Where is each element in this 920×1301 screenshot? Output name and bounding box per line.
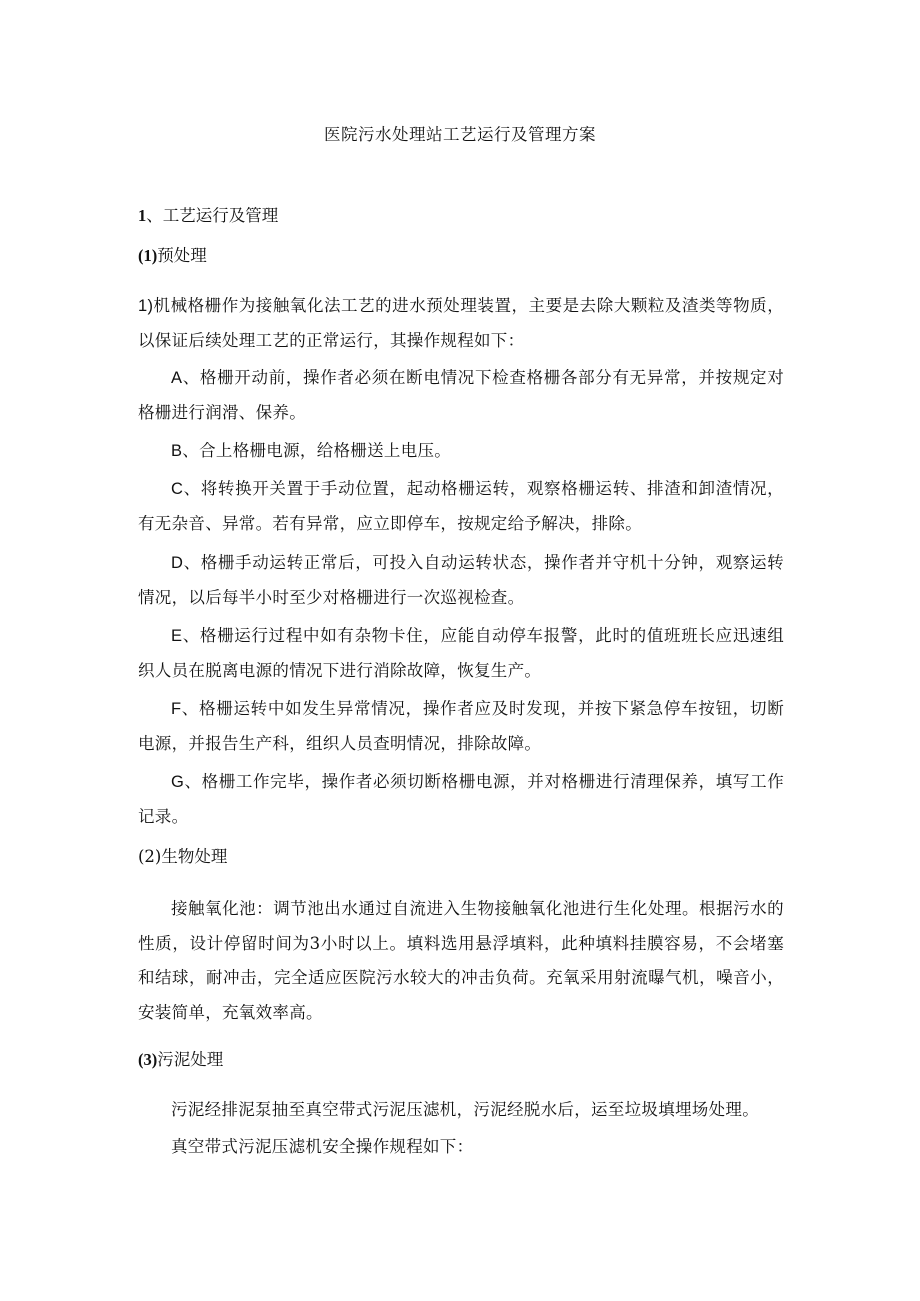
grille-step-b: B、合上格栅电源，给格栅送上电压。: [171, 441, 452, 460]
sludge-paragraph-1: 污泥经排泥泵抽至真空带式污泥压滤机，污泥经脱水后，运至垃圾填埋场处理。: [171, 1100, 759, 1119]
section-number: 1: [138, 206, 147, 225]
subsection-number: (3): [138, 1050, 158, 1069]
bio-treatment-paragraph: 接触氧化池：调节池出水通过自流进入生物接触氧化池进行生化处理。根据污水的性质，设计停留时间为3小时以上。填料选用悬浮填料，此种填料挂膜容易，不会堵塞和结球，耐冲击，完全适应医院污水较大的冲击负荷。充氧采用射流曝气机，噪音小，安装简单，充氧效率高。: [138, 899, 784, 1022]
subsection-title: 污泥处理: [157, 1050, 224, 1069]
section-heading-1: [138, 205, 278, 227]
grille-step-g: G、格栅工作完毕，操作者必须切断格栅电源，并对格栅进行清理保养，填写工作记录。: [138, 772, 785, 826]
subsection-heading-1: [138, 245, 207, 267]
grille-step-e: E、格栅运行过程中如有杂物卡住，应能自动停车报警，此时的值班班长应迅速组织人员在脱离电源的情况下进行消除故障，恢复生产。: [138, 626, 784, 680]
grille-step-f: F、格栅运转中如发生异常情况，操作者应及时发现，并按下紧急停车按钮，切断电源，并报告生产科，组织人员查明情况，排除故障。: [138, 699, 784, 753]
subsection-heading-2: (2)生物处理: [138, 847, 228, 866]
sludge-paragraph-2: 真空带式污泥压滤机安全操作规程如下：: [171, 1137, 474, 1156]
grille-step-d: D、格栅手动运转正常后，可投入自动运转状态，操作者并守机十分钟，观察运转情况，以后每半小时至少对格栅进行一次巡视检查。: [138, 553, 784, 607]
document-title: 医院污水处理站工艺运行及管理方案: [324, 125, 596, 144]
grille-intro-paragraph: 1)机械格栅作为接触氧化法工艺的进水预处理装置，主要是去除大颗粒及渣类等物质，以保证后续处理工艺的正常运行，其操作规程如下：: [138, 296, 784, 350]
section-title: 、工艺运行及管理: [146, 206, 279, 225]
grille-step-a: A、格栅开动前，操作者必须在断电情况下检查格栅各部分有无异常，并按规定对格栅进行润滑、保养。: [138, 368, 784, 422]
subsection-heading-3: [138, 1049, 223, 1071]
grille-step-c: C、将转换开关置于手动位置，起动格栅运转，观察格栅运转、排渣和卸渣情况，有无杂音、异常。若有异常，应立即停车，按规定给予解决，排除。: [138, 479, 784, 533]
subsection-title: 预处理: [157, 246, 207, 265]
subsection-number: (1): [138, 246, 158, 265]
